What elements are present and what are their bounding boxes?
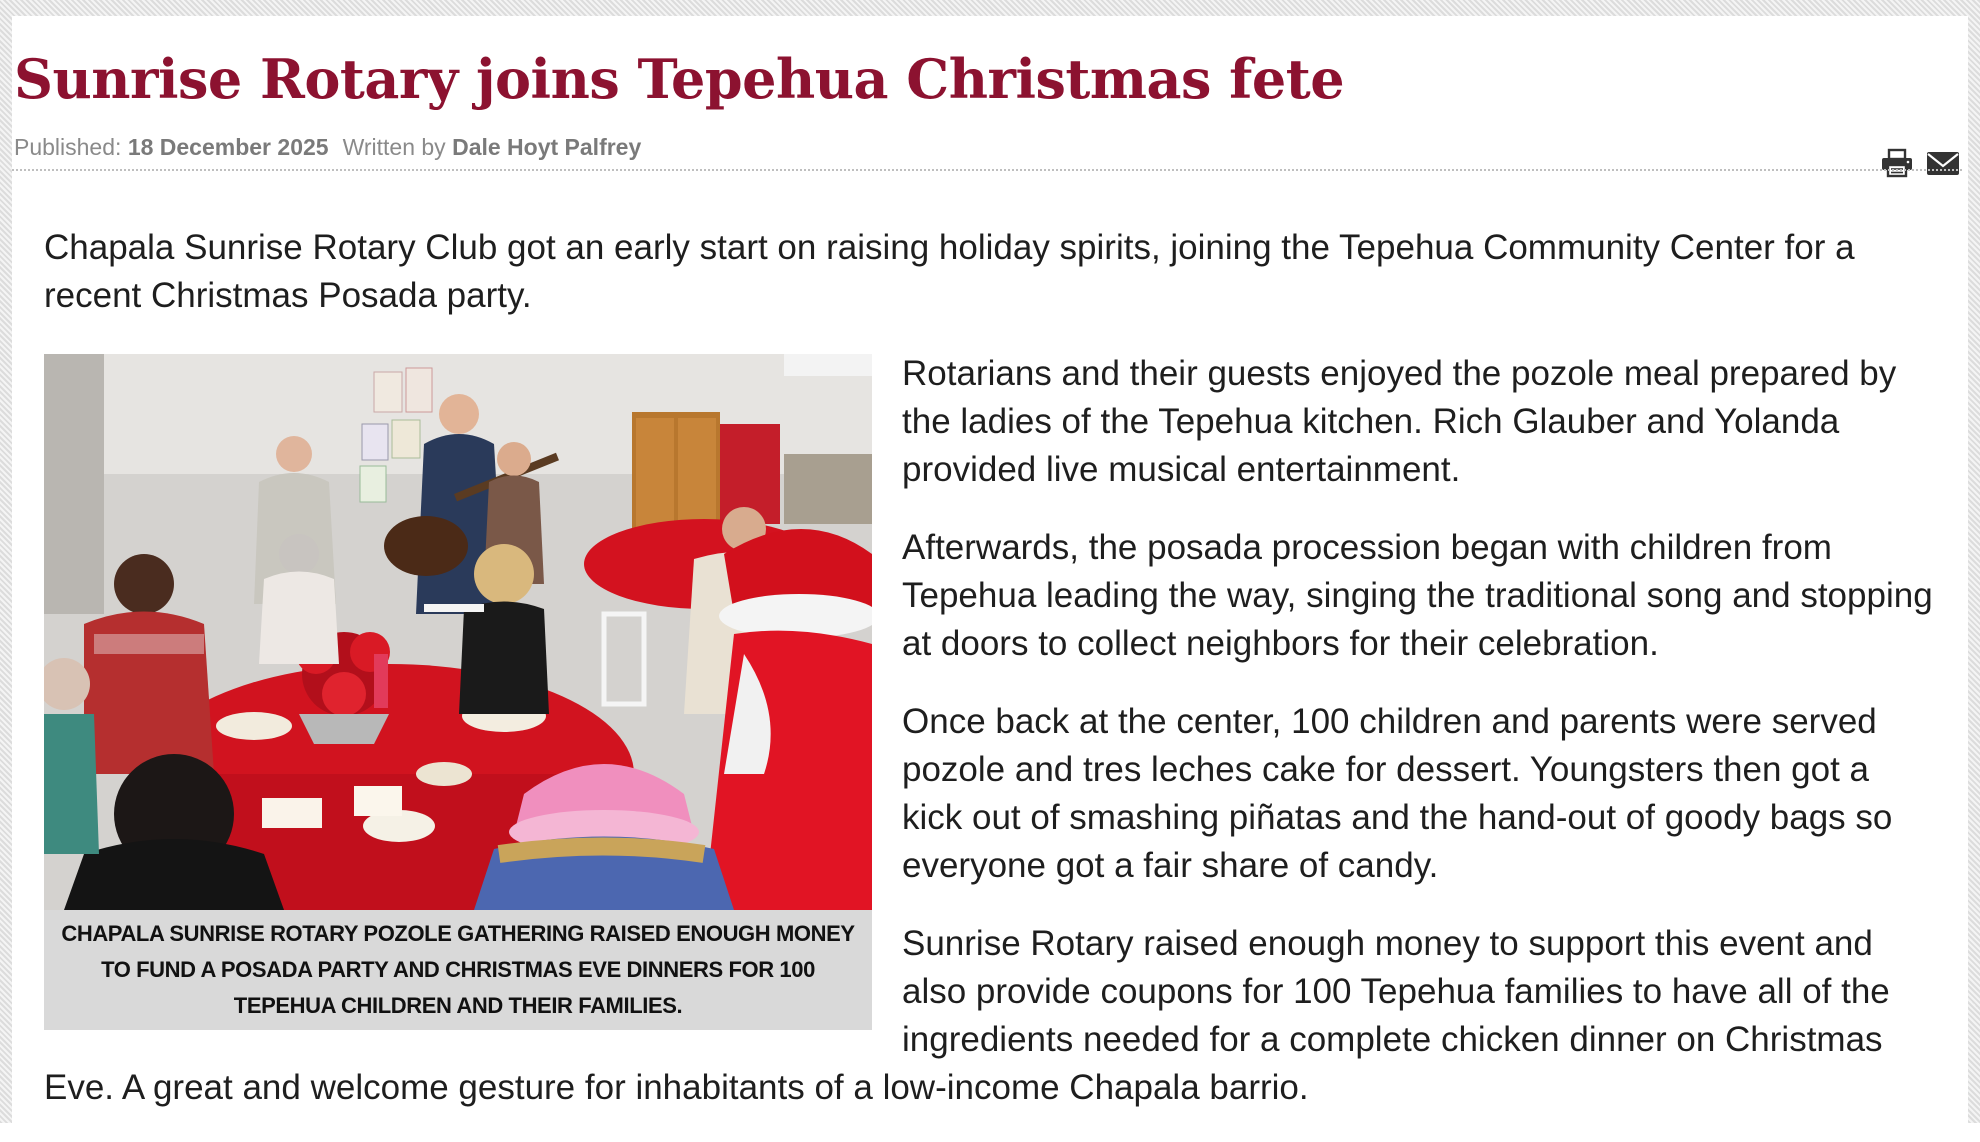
published-date: 18 December 2025 [127, 134, 329, 160]
article-body [44, 224, 1934, 1142]
article-meta [14, 132, 641, 162]
author-name: Dale Hoyt Palfrey [452, 134, 642, 160]
article-photo[interactable] [44, 354, 872, 910]
article-figure [44, 354, 872, 1030]
print-icon[interactable] [1880, 148, 1914, 178]
article-paragraph: Rotarians and their guests enjoyed the pozole meal prepared by the ladies of the Tepehua kitchen. Rich Glauber and Yolanda provided live musical entertainment. [902, 354, 1897, 489]
article-tools [1880, 148, 1960, 178]
photo-caption: CHAPALA SUNRISE ROTARY POZOLE GATHERING RAISED ENOUGH MONEY TO FUND A POSADA PARTY AND CHRISTMAS EVE DINNERS FOR 100 TEPEHUA CHILDREN AND THEIR FAMILIES. [44, 910, 872, 1030]
published-label: Published: [14, 134, 122, 160]
article-paragraph: Afterwards, the posada procession began with children from Tepehua leading the way, singing the traditional song and stopping at doors to collect neighbors for their celebration. [902, 528, 1933, 663]
article-paragraph: Chapala Sunrise Rotary Club got an early start on raising holiday spirits, joining the Tepehua Community Center for a recent Christmas Posada party. [44, 228, 1855, 315]
article-title[interactable]: Sunrise Rotary joins Tepehua Christmas fete [14, 47, 1345, 111]
written-by-label: Written by [342, 134, 446, 160]
meta-divider [12, 169, 1962, 171]
email-icon[interactable] [1926, 148, 1960, 178]
article-container [12, 16, 1968, 1136]
article-paragraph: Sunrise Rotary raised enough money to support this event and also provide coupons for 100 Tepehua families to have all of the ingredients needed for a complete chicken dinner on Christmas Eve. A great and welcome gesture for inhabitants of a low-income Chapala barrio. [44, 924, 1890, 1107]
article-paragraph: Once back at the center, 100 children and parents were served pozole and tres leches cake for dessert. Youngsters then got a kick out of smashing piñatas and the hand-out of goody bags so everyone got a fair share of candy. [902, 702, 1893, 885]
